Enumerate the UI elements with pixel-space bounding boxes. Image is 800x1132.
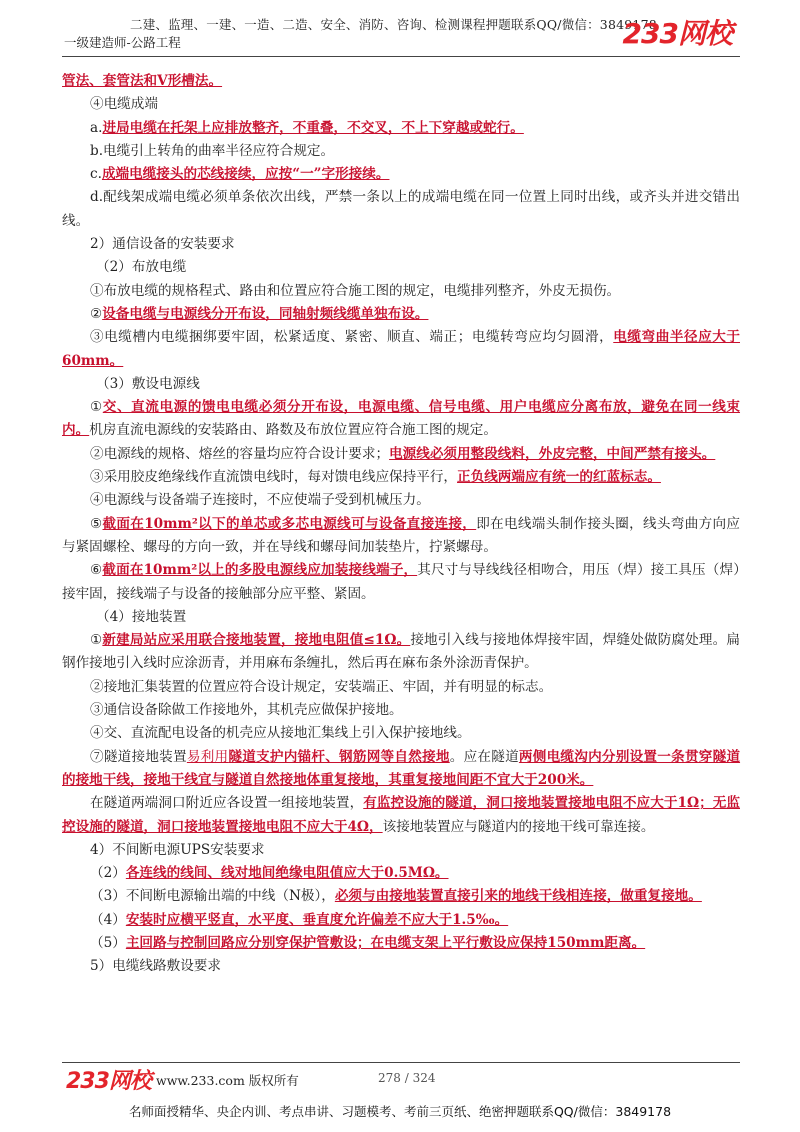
paragraph: ①布放电缆的规格程式、路由和位置应符合施工图的规定，电缆排列整齐，外皮无损伤。 bbox=[90, 282, 621, 299]
paragraph: ⑤截面在10mm²以下的单芯或多芯电源线可与设备直接连接，即在电线端头制作接头圈，线头弯曲方向应与紧固螺栓、螺母的方向一致，并在导线和螺母间加装垫片，拧紧螺母。 bbox=[62, 515, 741, 555]
paragraph: 管法、套管法和V形槽法。 bbox=[62, 73, 223, 89]
page-number: 278 / 324 bbox=[378, 1071, 436, 1085]
footer-divider bbox=[62, 1062, 740, 1063]
paragraph: ⑥截面在10mm²以上的多股电源线应加装接线端子，其尺寸与导线线径相吻合，用压（焊）接工具压（焊）接牢固，接线端子与设备的接触部分应平整、紧固。 bbox=[62, 562, 741, 602]
document-body bbox=[62, 70, 740, 979]
paragraph: ④电源线与设备端子连接时，不应使端子受到机械压力。 bbox=[90, 492, 430, 509]
paragraph: （3）不间断电源输出端的中线（N极），必须与由接地装置直接引来的地线干线相连接，做重复接地。 bbox=[90, 888, 702, 905]
paragraph: （2）各连线的线间、线对地间绝缘电阻值应大于0.5MΩ。 bbox=[90, 865, 449, 882]
paragraph: ①新建局站应采用联合接地装置，接地电阻值≤1Ω。接地引入线与接地体焊接牢固，焊缝处做防腐处理。扁钢作接地引入线时应涂沥青，并用麻布条缠扎，然后再在麻布条外涂沥青保护。 bbox=[62, 632, 741, 672]
header-subtitle: 一级建造师-公路工程 bbox=[64, 35, 181, 50]
footer-promo: 名师面授精华、央企内训、考点串讲、习题模考、考前三页纸、绝密押题联系QQ/微信：3849178 bbox=[128, 1104, 672, 1119]
paragraph: ③电缆槽内电缆捆绑要牢固，松紧适度、紧密、顺直、端正；电缆转弯应均匀圆滑，电缆弯曲半径应大于60mm。 bbox=[62, 329, 740, 369]
footer-site: www.233.com 版权所有 bbox=[156, 1073, 299, 1088]
paragraph: 2）通信设备的安装要求 bbox=[90, 236, 235, 253]
paragraph: ②接地汇集装置的位置应符合设计规定，安装端正、牢固，并有明显的标志。 bbox=[90, 678, 553, 695]
paragraph: 在隧道两端洞口附近应各设置一组接地装置，有监控设施的隧道，洞口接地装置接地电阻不应大于1Ω；无监控设施的隧道，洞口接地装置接地电阻不应大于4Ω，该接地装置应与隧道内的接地干线可靠连接。 bbox=[62, 795, 740, 835]
header-promo: 二建、监理、一建、一造、二造、安全、消防、咨询、检测课程押题联系QQ/微信：3849178 bbox=[130, 17, 657, 32]
paragraph: 5）电缆线路敷设要求 bbox=[90, 958, 221, 975]
footer-logo: 233网校 bbox=[66, 1069, 151, 1094]
header-logo: 233网校 bbox=[622, 17, 732, 50]
paragraph: a.进局电缆在托架上应排放整齐，不重叠，不交叉，不上下穿越或蛇行。 bbox=[90, 119, 524, 136]
paragraph: （3）敷设电源线 bbox=[96, 375, 200, 392]
paragraph: 4）不间断电源UPS安装要求 bbox=[90, 841, 265, 858]
header-divider bbox=[62, 56, 740, 57]
paragraph: ⑦隧道接地装置易利用隧道支护内锚杆、钢筋网等自然接地。应在隧道两侧电缆沟内分别设置一条贯穿隧道的接地干线，接地干线宜与隧道自然接地体重复接地，其重复接地间距不宜大于200米。 bbox=[62, 748, 741, 788]
paragraph: ②电源线的规格、熔丝的容量均应符合设计要求；电源线必须用整段线料，外皮完整，中间严禁有接头。 bbox=[90, 445, 716, 462]
paragraph: （2）布放电缆 bbox=[96, 259, 187, 276]
paragraph: ④交、直流配电设备的机壳应从接地汇集线上引入保护接地线。 bbox=[90, 725, 471, 742]
paragraph: （4）安装时应横平竖直，水平度、垂直度允许偏差不应大于1.5‰。 bbox=[90, 911, 509, 928]
paragraph: ③通信设备除做工作接地外，其机壳应做保护接地。 bbox=[90, 702, 403, 719]
paragraph: d.配线架成端电缆必须单条依次出线，严禁一条以上的成端电缆在同一位置上同时出线，或齐头并进交错出线。 bbox=[62, 189, 740, 229]
paragraph: b.电缆引上转角的曲率半径应符合规定。 bbox=[90, 142, 335, 159]
paragraph: ①交、直流电源的馈电电缆必须分开布设，电源电缆、信号电缆、用户电缆应分离布放，避免在同一线束内。机房直流电源线的安装路由、路数及布放位置应符合施工图的规定。 bbox=[62, 399, 741, 439]
paragraph: c.成端电缆接头的芯线接续，应按“一”字形接续。 bbox=[90, 166, 390, 183]
paragraph: （5）主回路与控制回路应分别穿保护管敷设；在电缆支架上平行敷设应保持150mm距离。 bbox=[90, 934, 646, 951]
paragraph: ②设备电缆与电源线分开布设，同轴射频线缆单独布设。 bbox=[90, 305, 429, 322]
paragraph: ③采用胶皮绝缘线作直流馈电线时，每对馈电线应保持平行，正负线两端应有统一的红蓝标志。 bbox=[90, 469, 661, 486]
paragraph: ④电缆成端 bbox=[90, 96, 158, 113]
paragraph: （4）接地装置 bbox=[96, 608, 187, 625]
